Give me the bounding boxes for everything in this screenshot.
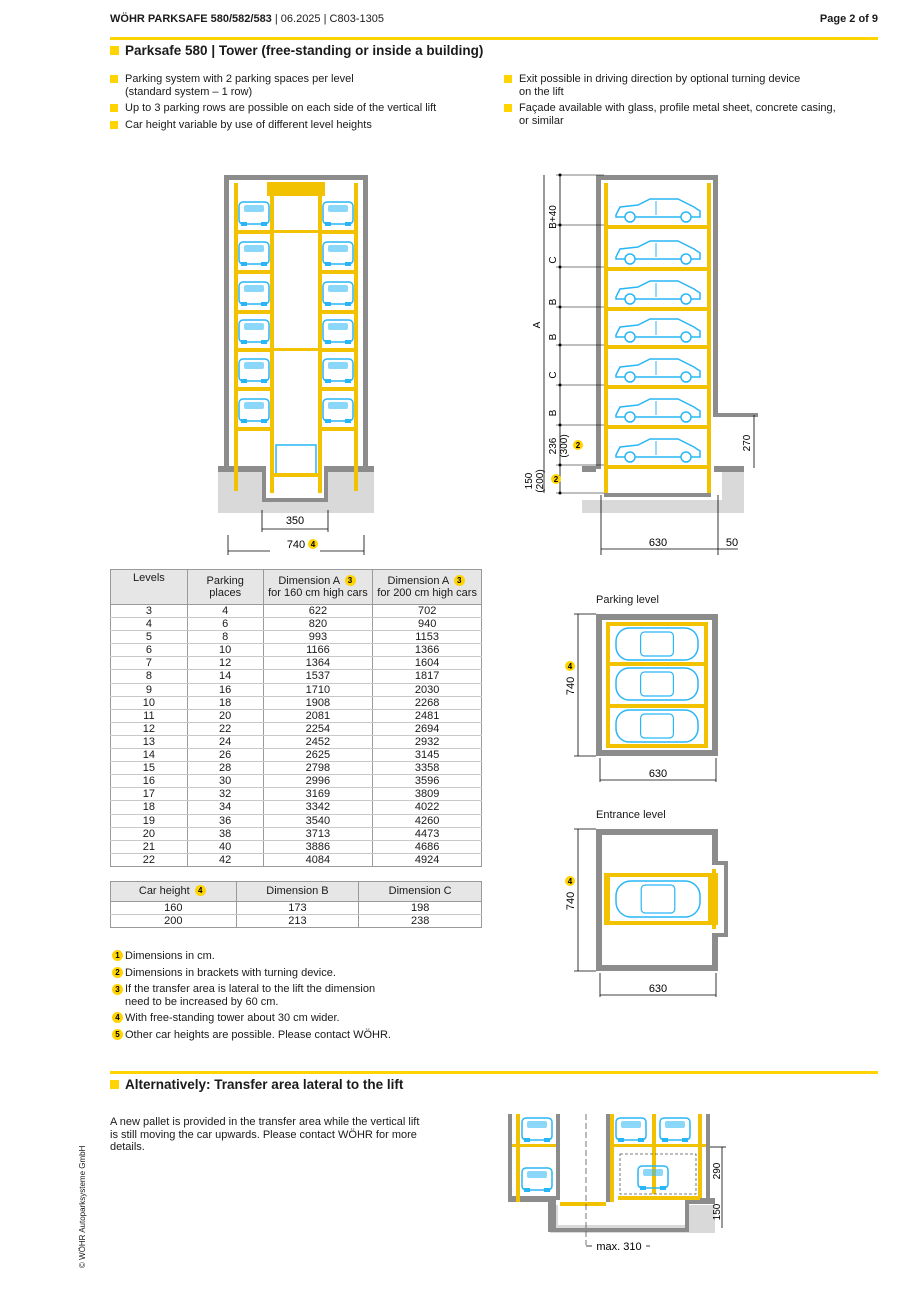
table-cell: 2798: [263, 762, 373, 775]
dim-inner-label: 350: [285, 515, 305, 527]
car-icon: [522, 1168, 552, 1192]
table-cell: 4084: [263, 853, 373, 866]
table-cell: 4: [187, 605, 263, 618]
table-cell: 2030: [373, 683, 482, 696]
dim-270: 270: [742, 434, 753, 452]
table-cell: 238: [359, 915, 482, 928]
table-cell: 3596: [373, 775, 482, 788]
table-cell: 11: [111, 709, 188, 722]
table-cell: 160: [111, 902, 237, 915]
label-b: B: [548, 298, 559, 306]
table-cell: 15: [111, 762, 188, 775]
table-cell: 30: [187, 775, 263, 788]
th-dimension-a-160: Dimension A 3 for 160 cm high cars: [263, 570, 373, 605]
svg-text:4: 4: [567, 877, 573, 886]
table-cell: 198: [359, 902, 482, 915]
table-cell: 36: [187, 814, 263, 827]
table-row: [111, 722, 482, 735]
car-icon: [660, 1118, 690, 1142]
car-icon: [323, 359, 353, 383]
side-elevation-drawing: [520, 165, 770, 560]
car-icon: [616, 281, 700, 304]
car-icon: [239, 202, 269, 226]
table-row: [111, 605, 482, 618]
svg-text:4: 4: [310, 540, 316, 549]
car-icon: [239, 320, 269, 344]
car-icon: [616, 399, 700, 422]
table-cell: 3145: [373, 749, 482, 762]
table-cell: 1604: [373, 657, 482, 670]
dim-630: 630: [648, 768, 668, 780]
th-car-height: Car height 4: [111, 882, 237, 902]
car-icon: [616, 199, 700, 222]
svg-text:2: 2: [553, 475, 559, 484]
table-row: [111, 696, 482, 709]
footnotes: [110, 950, 410, 1045]
table-row: [111, 827, 482, 840]
table-cell: 16: [187, 683, 263, 696]
table-cell: 2452: [263, 735, 373, 748]
parking-level-plan: [560, 608, 760, 783]
car-icon: [323, 320, 353, 344]
header-meta: | 06.2025 | C803-1305: [271, 13, 384, 25]
car-icon: [239, 282, 269, 306]
page-header: [110, 13, 878, 25]
th-dimension-c: Dimension C: [359, 882, 482, 902]
label-200: (200): [535, 469, 546, 493]
table-cell: 8: [111, 670, 188, 683]
car-table-wrap: [110, 881, 482, 928]
svg-text:2: 2: [575, 441, 581, 450]
table-cell: 42: [187, 853, 263, 866]
table-row: [111, 788, 482, 801]
th-dimension-a-200: Dimension A 3 for 200 cm high cars: [373, 570, 482, 605]
car-icon: [616, 1118, 646, 1142]
table-cell: 3358: [373, 762, 482, 775]
table-cell: 5: [111, 631, 188, 644]
table-cell: 18: [187, 696, 263, 709]
table-row: [111, 915, 482, 928]
th-dimension-b: Dimension B: [236, 882, 359, 902]
label-300: (300): [559, 434, 570, 458]
table-row: [111, 840, 482, 853]
dim-630: 630: [648, 537, 668, 549]
table-row: [111, 618, 482, 631]
label-b40: B+40: [548, 205, 559, 229]
table-row: [111, 775, 482, 788]
table-cell: 1364: [263, 657, 373, 670]
dim-max-310: max. 310: [596, 1241, 642, 1253]
table-cell: 20: [111, 827, 188, 840]
table-cell: 702: [373, 605, 482, 618]
bullets-left: [110, 73, 490, 135]
table-cell: 1366: [373, 644, 482, 657]
front-elevation-drawing: [210, 165, 390, 560]
car-icon: [239, 399, 269, 423]
table-cell: 28: [187, 762, 263, 775]
label-236: 236: [548, 437, 559, 455]
table-row: [111, 814, 482, 827]
table-cell: 6: [111, 644, 188, 657]
table-cell: 213: [236, 915, 359, 928]
table-cell: 9: [111, 683, 188, 696]
table-cell: 2996: [263, 775, 373, 788]
car-height-table: [110, 881, 482, 928]
car-icon: [323, 242, 353, 266]
table-row: [111, 631, 482, 644]
table-cell: 1153: [373, 631, 482, 644]
table-cell: 14: [111, 749, 188, 762]
car-icon: [616, 359, 700, 382]
table-cell: 622: [263, 605, 373, 618]
bullet-item: Car height variable by use of different level heights: [110, 119, 490, 132]
table-row: [111, 762, 482, 775]
dim-outer-label: 740: [286, 539, 306, 551]
footnote-1: 1 Dimensions in cm.: [110, 950, 410, 963]
label-150: 150: [524, 472, 535, 490]
table-row: [111, 801, 482, 814]
table-cell: 7: [111, 657, 188, 670]
table-cell: 3809: [373, 788, 482, 801]
table-cell: 32: [187, 788, 263, 801]
table-cell: 1710: [263, 683, 373, 696]
copyright: © WÖHR Autoparksysteme GmbH: [78, 1145, 87, 1268]
entrance-level-plan: [560, 823, 760, 998]
table-cell: 3713: [263, 827, 373, 840]
dim-290: 290: [712, 1162, 723, 1180]
label-b: B: [548, 409, 559, 417]
table-row: [111, 670, 482, 683]
label-b: B: [548, 333, 559, 341]
bullet-item: Façade available with glass, profile metal sheet, concrete casing, or similar: [504, 102, 874, 127]
levels-table: [110, 569, 482, 867]
table-cell: 22: [111, 853, 188, 866]
table-cell: 18: [111, 801, 188, 814]
page-number: Page 2 of 9: [819, 13, 878, 25]
table-cell: 10: [111, 696, 188, 709]
table-row: [111, 644, 482, 657]
car-icon: [323, 399, 353, 423]
table-cell: 40: [187, 840, 263, 853]
section2-rule: [110, 1071, 878, 1074]
table-cell: 173: [236, 902, 359, 915]
footnote-3: 3 If the transfer area is lateral to the lift the dimension need to be increased by 60 cm.: [110, 983, 410, 1008]
table-cell: 4686: [373, 840, 482, 853]
table-cell: 4022: [373, 801, 482, 814]
table-row: [111, 749, 482, 762]
table-cell: 2081: [263, 709, 373, 722]
table-cell: 4924: [373, 853, 482, 866]
table-cell: 820: [263, 618, 373, 631]
table-row: [111, 657, 482, 670]
table-cell: 2625: [263, 749, 373, 762]
table-cell: 993: [263, 631, 373, 644]
th-parking-places: Parking places: [187, 570, 263, 605]
table-cell: 19: [111, 814, 188, 827]
table-cell: 2481: [373, 709, 482, 722]
dim-630: 630: [648, 983, 668, 995]
table-cell: 34: [187, 801, 263, 814]
table-cell: 940: [373, 618, 482, 631]
table-cell: 12: [187, 657, 263, 670]
table-cell: 2254: [263, 722, 373, 735]
section2-title: Alternatively: Transfer area lateral to the lift: [110, 1077, 403, 1092]
table-cell: 16: [111, 775, 188, 788]
table-cell: 1166: [263, 644, 373, 657]
table-cell: 3: [111, 605, 188, 618]
table-row: [111, 853, 482, 866]
svg-text:4: 4: [567, 662, 573, 671]
table-cell: 1817: [373, 670, 482, 683]
table-cell: 2268: [373, 696, 482, 709]
label-c: C: [548, 256, 559, 264]
label-a: A: [532, 321, 543, 329]
lateral-transfer-drawing: [500, 1110, 760, 1255]
table-cell: 13: [111, 735, 188, 748]
table-cell: 3540: [263, 814, 373, 827]
car-icon: [522, 1118, 552, 1142]
table-cell: 4: [111, 618, 188, 631]
car-icon: [239, 242, 269, 266]
header-brand: WÖHR PARKSAFE 580/582/583: [110, 13, 272, 25]
table-cell: 3169: [263, 788, 373, 801]
footnote-2: 2 Dimensions in brackets with turning device.: [110, 967, 410, 980]
bullets-right: [504, 73, 874, 131]
entrance-level-title: Entrance level: [596, 809, 666, 821]
table-cell: 2932: [373, 735, 482, 748]
section2-text: A new pallet is provided in the transfer area while the vertical lift is still moving the car upwards. Please contact WÖHR for more details.: [110, 1116, 420, 1153]
car-icon: [323, 202, 353, 226]
table-cell: 14: [187, 670, 263, 683]
table-cell: 1537: [263, 670, 373, 683]
header-rule: [110, 37, 878, 40]
table-cell: 12: [111, 722, 188, 735]
table-cell: 26: [187, 749, 263, 762]
table-row: [111, 902, 482, 915]
table-cell: 3886: [263, 840, 373, 853]
dim-740: 740: [565, 891, 577, 911]
dim-50: 50: [725, 537, 739, 549]
table-row: [111, 735, 482, 748]
dim-150: 150: [712, 1203, 723, 1221]
car-icon: [616, 241, 700, 264]
table-cell: 10: [187, 644, 263, 657]
bullet-item: Up to 3 parking rows are possible on each side of the vertical lift: [110, 102, 490, 115]
table-cell: 6: [187, 618, 263, 631]
table-cell: 1908: [263, 696, 373, 709]
table-cell: 2694: [373, 722, 482, 735]
car-icon: [616, 319, 700, 342]
car-icon: [323, 282, 353, 306]
car-icon: [239, 359, 269, 383]
table-cell: 21: [111, 840, 188, 853]
table-row: [111, 683, 482, 696]
levels-table-wrap: [110, 569, 482, 867]
table-cell: 4473: [373, 827, 482, 840]
table-cell: 3342: [263, 801, 373, 814]
label-c: C: [548, 371, 559, 379]
table-cell: 8: [187, 631, 263, 644]
table-cell: 17: [111, 788, 188, 801]
bullet-item: Exit possible in driving direction by optional turning device on the lift: [504, 73, 874, 98]
car-icon: [616, 439, 700, 462]
section-title: Parksafe 580 | Tower (free-standing or inside a building): [110, 43, 483, 58]
table-cell: 20: [187, 709, 263, 722]
table-row: [111, 709, 482, 722]
table-cell: 24: [187, 735, 263, 748]
bullet-item: Parking system with 2 parking spaces per level (standard system – 1 row): [110, 73, 490, 98]
footnote-4: 4 With free-standing tower about 30 cm wider.: [110, 1012, 410, 1025]
dim-740: 740: [565, 676, 577, 696]
footnote-5: 5 Other car heights are possible. Please contact WÖHR.: [110, 1029, 410, 1042]
table-cell: 4260: [373, 814, 482, 827]
parking-level-title: Parking level: [596, 594, 659, 606]
th-levels: Levels: [111, 570, 188, 605]
table-cell: 38: [187, 827, 263, 840]
table-cell: 22: [187, 722, 263, 735]
table-cell: 200: [111, 915, 237, 928]
